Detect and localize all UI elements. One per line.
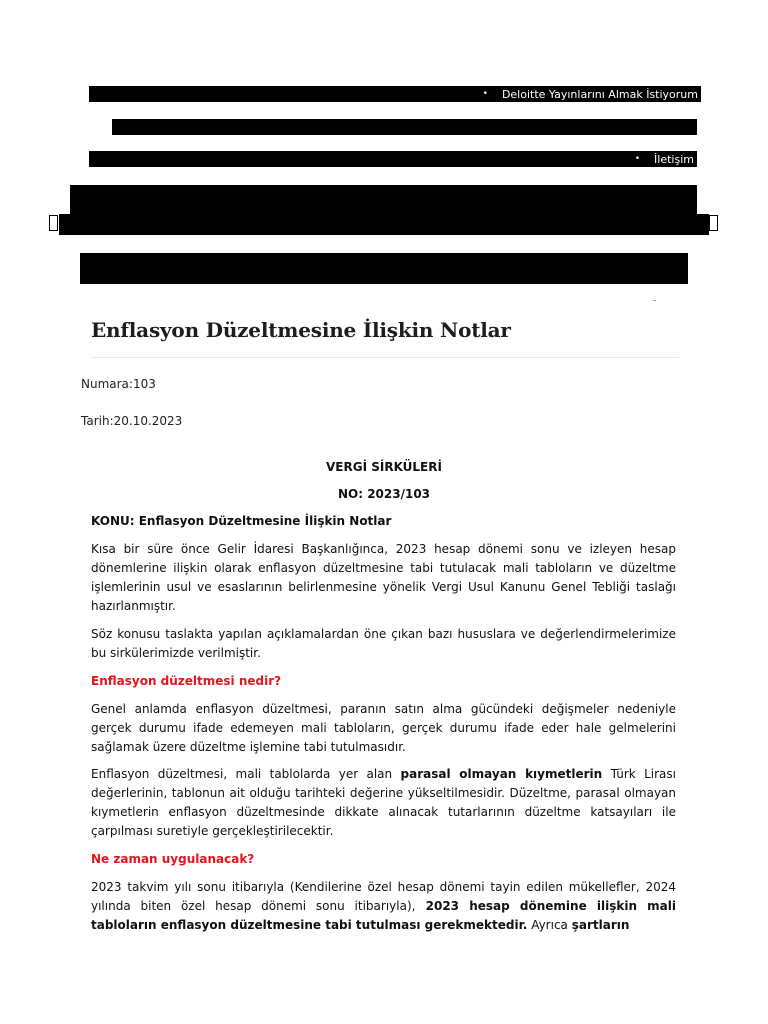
link-subscribe-publications[interactable]: Deloitte Yayınlarını Almak İstiyorum (501, 87, 698, 101)
link-contact[interactable]: İletişim (654, 152, 694, 166)
left-bracket-mark (49, 215, 58, 231)
section-heading-when: Ne zaman uygulanacak? (91, 852, 255, 866)
bold-nonmonetary: parasal olmayan kıymetlerin (400, 767, 603, 781)
section-heading-what: Enflasyon düzeltmesi nedir? (91, 674, 282, 688)
banner-redacted (80, 253, 688, 284)
paragraph-timing: 2023 takvim yılı sonu itibarıyla (Kendilerine özel hesap dönemi tayin edilen mükellefler, 2024 yılında biten özel hesap dönemi sonu itibarıyla), 2023 hesap dönemine ilişkin mali tabloların enflasyon düzeltmesine tabi tutulması gerekmektedir. Ayrıca şartların (91, 880, 677, 932)
page-title: Enflasyon Düzeltmesine İlişkin Notlar (91, 318, 511, 342)
circular-date: Tarih:20.10.2023 (81, 414, 183, 428)
circular-no: NO: 2023/103 (337, 487, 431, 501)
bold-requirement: 2023 hesap dönemine ilişkin mali tabloların enflasyon düzeltmesine tabi tutulması gerekmektedir. (91, 899, 677, 932)
bullet-icon: • (482, 89, 488, 99)
right-bracket-mark (709, 215, 718, 231)
header-block-redacted (70, 185, 697, 215)
paragraph-definition: Genel anlamda enflasyon düzeltmesi, paranın satın alma gücündeki değişmeler nedeniyle gerçek durumu ifade edemeyen mali tabloların, gerçek durumu ifade eder hale gelmelerini sağlamak üzere düzeltme işlemine tabi tutulmasıdır. (91, 702, 676, 754)
paragraph-intro: Kısa bir süre önce Gelir İdaresi Başkanlığınca, 2023 hesap dönemi sonu ve izleyen hesap dönemlerine ilişkin olarak enflasyon düzeltmesine tabi tutulacak mali tabloların ve düzeltme işlemlerinin usul ve esaslarının belirlenmesine yönelik Vergi Usul Kanunu Genel Tebliği taslağı hazırlanmıştır. (91, 542, 676, 613)
paragraph-nonmonetary: Enflasyon düzeltmesi, mali tablolarda yer alan parasal olmayan kıymetlerin Türk Lirası değerlerinin, tablonun ait olduğu tarihteki değerine yükseltilmesidir. Düzeltme, parasal olmayan kıymetlerin enflasyon düzeltmesinde dikkate alınacak tutarlarının düzeltme katsayıları ile çarpılması suretiyle gerçekleştirilecektir. (91, 767, 676, 838)
nav-bar-contact (89, 151, 697, 167)
small-mark (653, 300, 656, 301)
paragraph-highlights: Söz konusu taslakta yapılan açıklamalardan öne çıkan bazı hususlara ve değerlendirmelerimize bu sirkülerimizde verilmiştir. (91, 627, 676, 660)
circular-heading: VERGİ SİRKÜLERİ (326, 460, 442, 474)
subject-line: KONU: Enflasyon Düzeltmesine İlişkin Notlar (91, 514, 392, 528)
circular-number: Numara:103 (81, 377, 156, 391)
title-divider (91, 357, 679, 358)
bullet-icon: • (634, 154, 641, 164)
bold-conditions: şartların (571, 918, 630, 932)
article-body (91, 512, 676, 935)
nav-bar-redacted (112, 119, 697, 135)
nav-bar-publications (89, 86, 701, 102)
header-band-redacted (59, 214, 709, 235)
